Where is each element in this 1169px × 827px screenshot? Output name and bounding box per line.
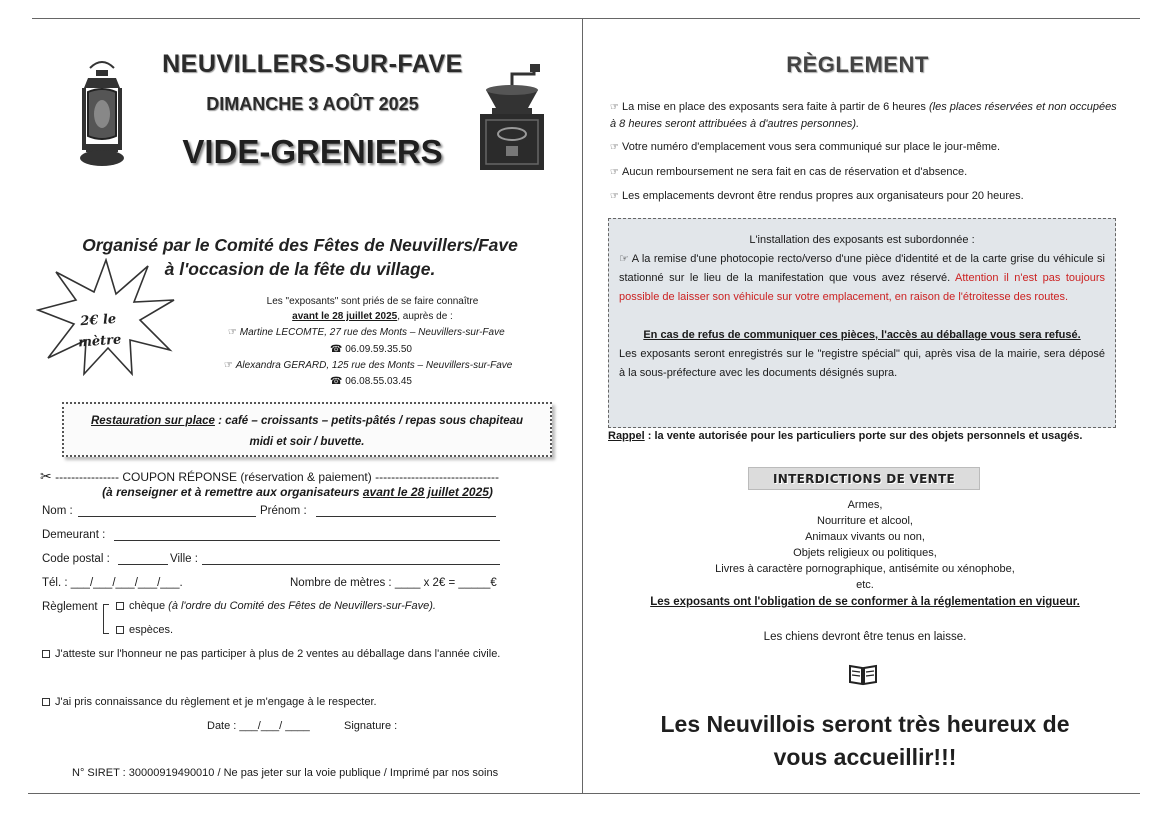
contact-intro-line-2 <box>230 309 515 324</box>
rule-2 <box>610 139 1120 156</box>
option-cheque[interactable] <box>116 600 436 612</box>
closing-message <box>600 708 1130 774</box>
contact-intro-line-1: Les "exposants" sont priés de se faire connaître <box>266 296 479 307</box>
contact-intro <box>230 294 515 324</box>
pointing-hand-icon: ☞ <box>610 167 619 178</box>
code-postal-field[interactable] <box>118 564 168 565</box>
interdictions-list <box>640 497 1090 593</box>
attest-row[interactable] <box>42 648 500 660</box>
cheque-checkbox[interactable] <box>116 602 124 610</box>
top-border <box>32 18 1140 19</box>
ville-field[interactable] <box>202 564 500 565</box>
engage-checkbox[interactable] <box>42 698 50 706</box>
nom-field[interactable] <box>78 516 256 517</box>
pointing-hand-icon: ☞ <box>610 191 619 202</box>
option-cheque-note: (à l'ordre du Comité des Fêtes de Neuvillers-sur-Fave). <box>168 600 436 612</box>
bottom-border <box>28 793 1140 794</box>
list-item: Objets religieux ou politiques, <box>793 547 937 559</box>
coupon-title: ---------------- COUPON RÉPONSE (réservation & paiement) ------------------------------- <box>55 470 499 484</box>
restauration-line-1 <box>74 411 540 432</box>
installation-body: A la remise d'une photocopie recto/verso d'une pièce d'identité et de la carte grise du véhicule si stationné sur le lieu de la manifestation que vous avez réservé. <box>619 253 1105 284</box>
attest-checkbox[interactable] <box>42 650 50 658</box>
list-item: Livres à caractère pornographique, antisémite ou xénophobe, <box>715 563 1015 575</box>
contact-1-address: , 27 rue des Monts – Neuvillers-sur-Fave <box>324 327 505 338</box>
rule-3 <box>610 164 1120 181</box>
rule-1-note: (les places réservées et non occupées à 8 heures seront attribuées à d'autres personnes). <box>610 101 1117 130</box>
rappel-text: : la vente autorisée pour les particuliers porte sur des objets personnels et usagés. <box>644 430 1083 442</box>
prenom-label: Prénom : <box>260 505 307 517</box>
coupon-title-row <box>40 468 555 485</box>
price-badge-line-2: mètre <box>77 332 122 351</box>
coupon-sub-deadline: avant le 28 juillet 2025 <box>362 485 489 499</box>
installation-registry: Les exposants seront enregistrés sur le "registre spécial" qui, après visa de la mairie, sera déposé à la sous-préfecture avec les documents désignés supra. <box>619 348 1105 379</box>
contact-1-phone-row <box>330 344 412 355</box>
date-field[interactable]: Date : ___/___/ ____ <box>207 720 310 732</box>
coffee-grinder-icon <box>472 64 556 174</box>
town-title: NEUVILLERS-SUR-FAVE <box>162 50 463 78</box>
especes-checkbox[interactable] <box>116 626 124 634</box>
option-especes-label: espèces. <box>129 624 174 636</box>
contact-1-phone: 06.09.59.35.50 <box>345 344 412 355</box>
interdictions-title: INTERDICTIONS DE VENTE <box>748 467 980 490</box>
rule-3-text: Aucun remboursement ne sera fait en cas de réservation et d'absence. <box>622 166 968 178</box>
book-icon <box>848 662 878 686</box>
scissors-icon: ✂ <box>40 468 52 484</box>
coupon-subtitle <box>40 485 555 499</box>
list-item: etc. <box>856 579 874 591</box>
contact-deadline: avant le 28 juillet 2025 <box>292 311 398 322</box>
contact-1 <box>228 327 505 338</box>
obligation-text: Les exposants ont l'obligation de se conformer à la réglementation en vigueur. <box>650 596 1080 608</box>
installation-box <box>608 218 1116 428</box>
demeurant-field[interactable] <box>114 540 500 541</box>
prenom-field[interactable] <box>316 516 496 517</box>
pointing-hand-icon: ☞ <box>610 142 619 153</box>
pointing-hand-icon: ☞ <box>619 253 629 265</box>
contact-1-name: Martine LECOMTE <box>239 327 325 338</box>
organizer-line-2: à l'occasion de la fête du village. <box>164 259 436 279</box>
phone-icon: ☎ <box>330 376 343 387</box>
rule-1 <box>610 99 1120 132</box>
nom-label: Nom : <box>42 505 73 517</box>
demeurant-label: Demeurant : <box>42 529 106 541</box>
restauration-label: Restauration sur place <box>90 415 215 427</box>
price-badge-line-1: 2€ le <box>79 311 117 330</box>
list-item: Armes, <box>847 499 883 511</box>
pointing-hand-icon: ☞ <box>228 327 237 338</box>
reglement-label: Règlement <box>42 601 98 613</box>
organizer-line-1: Organisé par le Comité des Fêtes de Neuvillers/Fave <box>82 235 518 255</box>
closing-line-1: Les Neuvillois seront très heureux de <box>660 711 1070 737</box>
closing-line-2: vous accueillir!!! <box>773 744 957 770</box>
price-badge-text <box>63 308 136 355</box>
contact-2 <box>224 360 512 371</box>
event-date: DIMANCHE 3 AOÛT 2025 <box>206 94 419 114</box>
phone-icon: ☎ <box>330 344 343 355</box>
engage-row[interactable] <box>42 696 377 708</box>
metres-field[interactable]: Nombre de mètres : ____ x 2€ = _____€ <box>290 577 497 589</box>
installation-heading: L'installation des exposants est subordonnée : <box>749 234 975 246</box>
coupon-sub-suffix: ) <box>488 485 493 499</box>
tel-field[interactable]: Tél. : ___/___/___/___/___. <box>42 577 183 589</box>
pointing-hand-icon: ☞ <box>610 102 619 113</box>
contact-2-name: Alexandra GERARD <box>235 360 327 371</box>
installation-warning: Attention il n'est pas toujours possible de laisser son véhicule sur votre emplacement, en raison de l'étroitesse des routes. <box>619 272 1106 303</box>
option-especes[interactable] <box>116 624 173 636</box>
rule-2-text: Votre numéro d'emplacement vous sera communiqué sur place le jour-même. <box>622 141 1001 153</box>
attest-text: J'atteste sur l'honneur ne pas participer à plus de 2 ventes au déballage dans l'année civile. <box>55 648 501 660</box>
restauration-line-2: midi et soir / buvette. <box>249 436 365 448</box>
footer-siret: N° SIRET : 30000919490010 / Ne pas jeter sur la voie publique / Imprimé par nos soins <box>72 767 499 779</box>
rule-4-text: Les emplacements devront être rendus propres aux organisateurs pour 20 heures. <box>622 190 1024 202</box>
contact-2-phone-row <box>330 376 412 387</box>
installation-body-para <box>619 250 1105 307</box>
lantern-icon <box>74 58 130 170</box>
dogs-text: Les chiens devront être tenus en laisse. <box>763 631 967 643</box>
reglement-bracket <box>103 604 109 634</box>
signature-label: Signature : <box>344 720 398 732</box>
pointing-hand-icon: ☞ <box>224 360 233 371</box>
rappel-label: Rappel <box>608 430 645 442</box>
contact-2-address: , 125 rue des Monts – Neuvillers-sur-Fave <box>326 360 513 371</box>
engage-text: J'ai pris connaissance du règlement et je m'engage à le respecter. <box>55 696 377 708</box>
restauration-box <box>62 402 552 457</box>
ville-label: Ville : <box>170 553 198 565</box>
code-postal-label: Code postal : <box>42 553 110 565</box>
contact-intro-after: , auprès de : <box>397 311 453 322</box>
list-item: Animaux vivants ou non, <box>805 531 925 543</box>
list-item: Nourriture et alcool, <box>817 515 913 527</box>
center-divider <box>582 18 583 794</box>
installation-refusal: En cas de refus de communiquer ces pièces, l'accès au déballage vous sera refusé. <box>643 329 1081 341</box>
rappel <box>608 430 1082 442</box>
contact-2-phone: 06.08.55.03.45 <box>345 376 412 387</box>
rule-4 <box>610 188 1120 205</box>
coupon-sub-prefix: (à renseigner et à remettre aux organisateurs <box>102 485 363 499</box>
restauration-items: : café – croissants – petits-pâtés / repas sous chapiteau <box>214 415 524 427</box>
event-title: VIDE-GRENIERS <box>182 133 443 170</box>
option-cheque-label: chèque <box>129 600 166 612</box>
reglement-title: RÈGLEMENT <box>786 52 929 77</box>
rule-1-text: La mise en place des exposants sera faite à partir de 6 heures <box>622 101 929 113</box>
